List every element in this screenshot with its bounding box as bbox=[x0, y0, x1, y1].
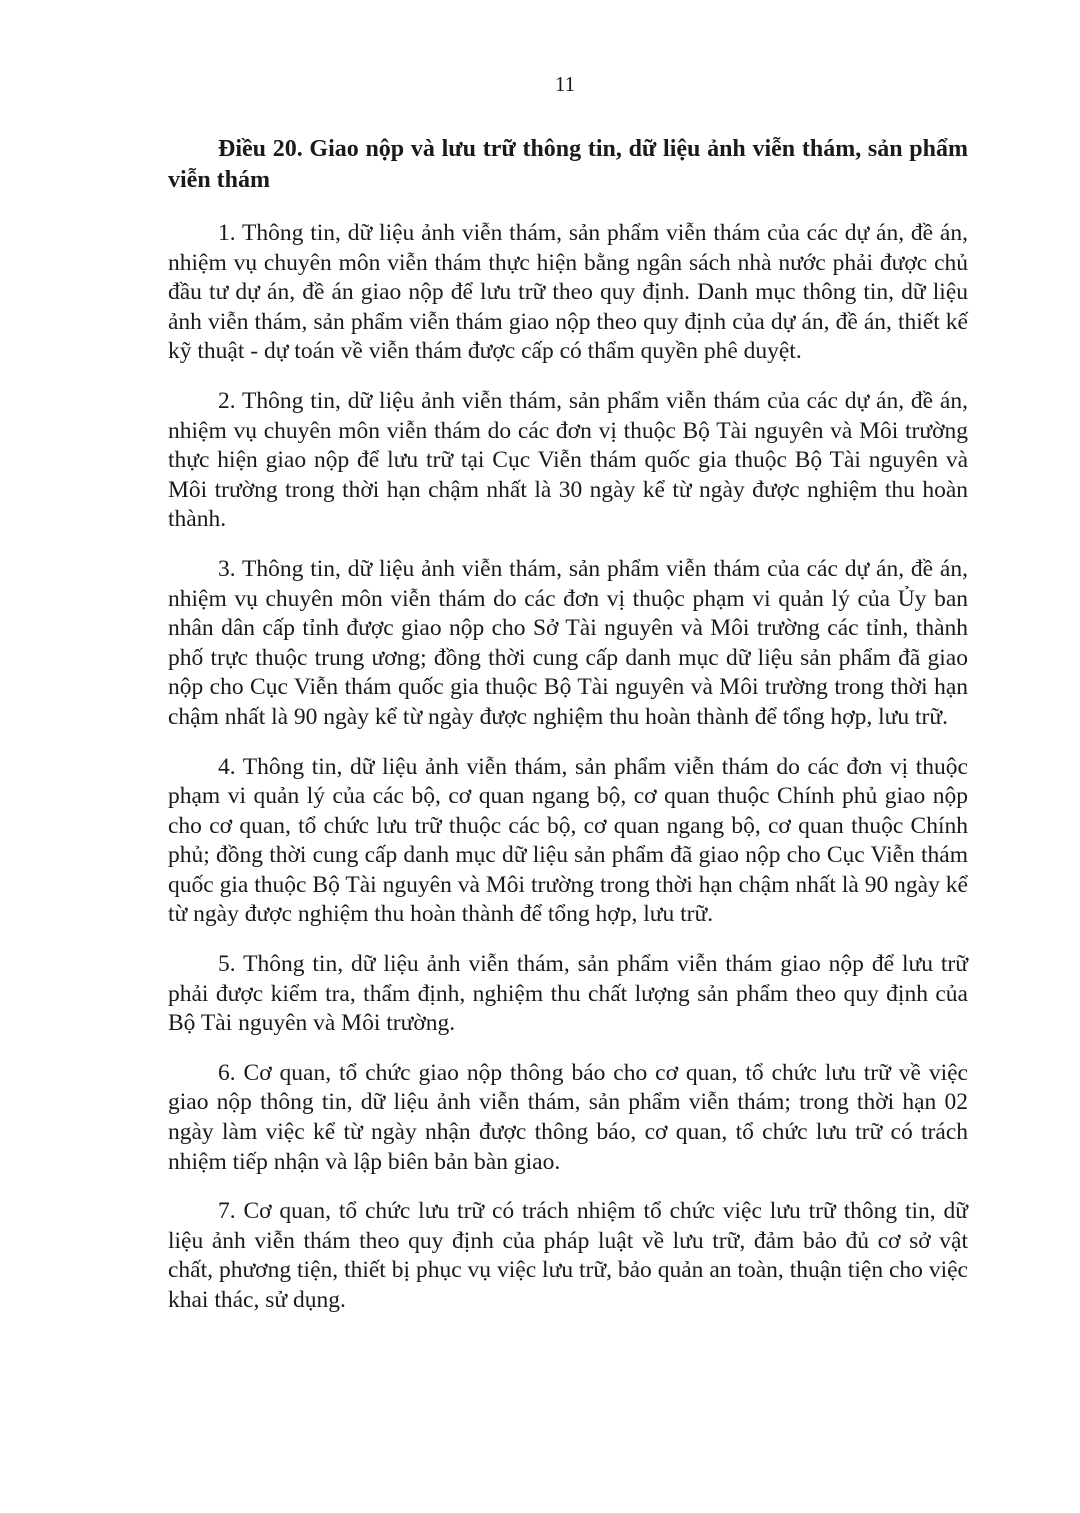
article-paragraph-1: 1. Thông tin, dữ liệu ảnh viễn thám, sản phẩm viễn thám của các dự án, đề án, nhiệm vụ chuyên môn viễn thám thực hiện bằng ngân sách nhà nước phải được chủ đầu tư dự án, đề án giao nộp để lưu trữ theo quy định. Danh mục thông tin, dữ liệu ảnh viễn thám, sản phẩm viễn thám giao nộp theo quy định của dự án, đề án, thiết kế kỹ thuật - dự toán về viễn thám được cấp có thẩm quyền phê duyệt. bbox=[168, 220, 968, 365]
article-body bbox=[168, 134, 968, 1336]
article-paragraph-6: 6. Cơ quan, tổ chức giao nộp thông báo cho cơ quan, tổ chức lưu trữ về việc giao nộp thông tin, dữ liệu ảnh viễn thám, sản phẩm viễn thám; trong thời hạn 02 ngày làm việc kể từ ngày nhận được thông báo, cơ quan, tổ chức lưu trữ có trách nhiệm tiếp nhận và lập biên bản bàn giao. bbox=[168, 1059, 968, 1175]
page-number: 11 bbox=[554, 72, 576, 96]
article-paragraph-5: 5. Thông tin, dữ liệu ảnh viễn thám, sản phẩm viễn thám giao nộp để lưu trữ phải được kiểm tra, thẩm định, nghiệm thu chất lượng sản phẩm theo quy định của Bộ Tài nguyên và Môi trường. bbox=[168, 951, 968, 1037]
article-paragraph-2: 2. Thông tin, dữ liệu ảnh viễn thám, sản phẩm viễn thám của các dự án, đề án, nhiệm vụ chuyên môn viễn thám do các đơn vị thuộc Bộ Tài nguyên và Môi trường thực hiện giao nộp để lưu trữ tại Cục Viễn thám quốc gia thuộc Bộ Tài nguyên và Môi trường trong thời hạn chậm nhất là 30 ngày kể từ ngày được nghiệm thu hoàn thành. bbox=[168, 387, 968, 533]
article-paragraph-7: 7. Cơ quan, tổ chức lưu trữ có trách nhiệm tổ chức việc lưu trữ thông tin, dữ liệu ảnh viễn thám theo quy định của pháp luật về lưu trữ, đảm bảo đủ cơ sở vật chất, phương tiện, thiết bị phục vụ việc lưu trữ, bảo quản an toàn, thuận tiện cho việc khai thác, sử dụng. bbox=[168, 1198, 968, 1313]
article-paragraph-4: 4. Thông tin, dữ liệu ảnh viễn thám, sản phẩm viễn thám do các đơn vị thuộc phạm vi quản lý của các bộ, cơ quan ngang bộ, cơ quan thuộc Chính phủ giao nộp cho cơ quan, tổ chức lưu trữ thuộc các bộ, cơ quan ngang bộ, cơ quan thuộc Chính phủ; đồng thời cung cấp danh mục dữ liệu sản phẩm đã giao nộp cho Cục Viễn thám quốc gia thuộc Bộ Tài nguyên và Môi trường trong thời hạn chậm nhất là 90 ngày kể từ ngày được nghiệm thu hoàn thành để tổng hợp, lưu trữ. bbox=[168, 753, 968, 928]
article-title: Điều 20. Giao nộp và lưu trữ thông tin, dữ liệu ảnh viễn thám, sản phẩm viễn thám bbox=[168, 136, 968, 193]
article-paragraph-3: 3. Thông tin, dữ liệu ảnh viễn thám, sản phẩm viễn thám của các dự án, đề án, nhiệm vụ chuyên môn viễn thám do các đơn vị thuộc phạm vi quản lý của Ủy ban nhân dân cấp tỉnh được giao nộp cho Sở Tài nguyên và Môi trường các tỉnh, thành phố trực thuộc trung ương; đồng thời cung cấp danh mục dữ liệu sản phẩm đã giao nộp cho Cục Viễn thám quốc gia thuộc Bộ Tài nguyên và Môi trường trong thời hạn chậm nhất là 90 ngày kể từ ngày được nghiệm thu hoàn thành để tổng hợp, lưu trữ. bbox=[168, 555, 968, 730]
